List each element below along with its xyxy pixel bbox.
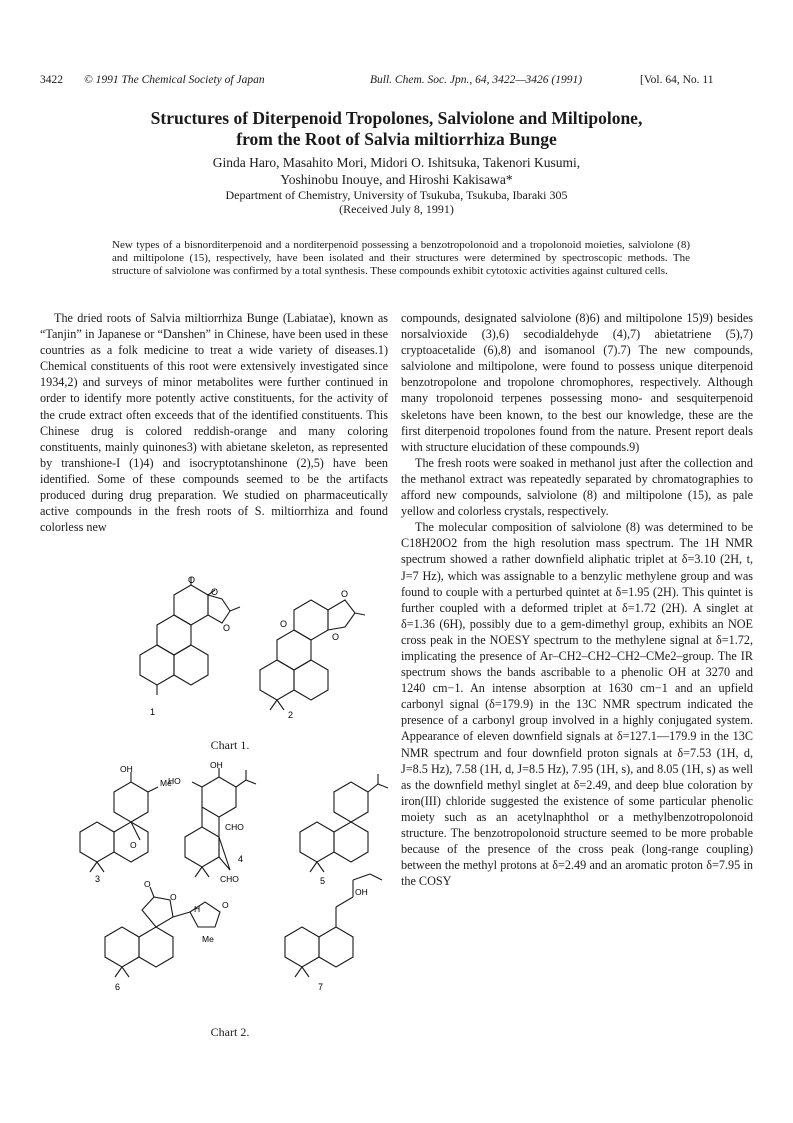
compound-label-2: 2 bbox=[288, 710, 294, 720]
compound-label-1: 1 bbox=[150, 707, 156, 717]
chart2-caption: Chart 2. bbox=[210, 1025, 250, 1039]
group-h-6: H bbox=[194, 904, 201, 914]
compound-label-3: 3 bbox=[95, 874, 101, 884]
left-column bbox=[40, 310, 388, 535]
group-ho-4: HO bbox=[168, 776, 181, 786]
compound-label-4: 4 bbox=[238, 854, 244, 864]
group-o-6b: O bbox=[170, 892, 177, 902]
compound-label-6: 6 bbox=[115, 982, 121, 992]
title-line-2: from the Root of Salvia miltiorrhiza Bunge bbox=[236, 129, 557, 149]
right-paragraph-1: compounds, designated salviolone (8)6) and miltipolone 15)9) besides norsalvioxide (3),6) secodialdehyde (4),7) abietatriene (5),7) cryptoacetalide (6),8) and isomanool (7).7) The new compounds, salviolone and miltipolone, were found to possess unique diterpenoid benzotropolone and tropolone chromophores, respectively. Although many tropolonoid terpenes possessing mono- and sesquiterpenoid skeletons have been known, to the best our knowledge, these are the first diterpenoid tropolones found from the nature. Present report deals with structure elucidation of these compounds.9) bbox=[401, 311, 753, 454]
compound-label-5: 5 bbox=[320, 876, 326, 886]
chart1-atom-2: O bbox=[211, 587, 219, 597]
volume-issue: [Vol. 64, No. 11 bbox=[640, 74, 714, 86]
chart1-atom-1: O bbox=[188, 575, 196, 585]
received-date: (Received July 8, 1991) bbox=[339, 202, 454, 216]
group-oh-4: OH bbox=[210, 762, 223, 770]
right-paragraph-2: The fresh roots were soaked in methanol just after the collection and the methanol extract was repeatedly separated by chromatographies to afford new compounds, salviolone (8) and miltipolone (15), as pale yellow and colorless crystals, respectively. bbox=[401, 455, 753, 519]
intro-paragraph: The dried roots of Salvia miltiorrhiza Bunge (Labiatae), known as “Tanjin” in Japanese or “Danshen” in Chinese, have been used in these countries as a folk medicine to treat a wide variety of diseases.1) Chemical constituents of this root were extensively investigated since 1934,2) and surveys of minor metabolites were further continued in order to identify more potently active constituents, for the activity of the crude extract often exceeds that of the identified constituents. This Chinese drug is colored reddish-orange and many coloring constituents, mainly quinones3) with abietane skeleton, as represented by transhione-I (1)4) and isocryptotanshinone (2),5) have been identified. Some of these compounds seemed to be the artifacts produced during drug preparation. We studied on pharmaceutically active compounds in the fresh roots of S. miltiorrhiza and found colorless new bbox=[40, 311, 388, 535]
right-column bbox=[401, 310, 753, 889]
chart1-atom-5: O bbox=[341, 589, 349, 599]
chart1-caption: Chart 1. bbox=[210, 738, 250, 752]
group-me-3: Me bbox=[160, 778, 172, 788]
abstract: New types of a bisnorditerpenoid and a norditerpenoid possessing a benzotropolonoid and a tropolonoid moieties, salviolone (8) and miltipolone (15), respectively, have been isolated and their structures were determined by spectroscopic methods. The structure of salviolone was confirmed by a total synthesis. These compounds exhibit cytotoxic activities against cultured cells. bbox=[112, 239, 690, 277]
group-oh-3: OH bbox=[120, 764, 133, 774]
page-number: 3422 bbox=[40, 74, 63, 86]
chart1-atom-3: O bbox=[223, 623, 231, 633]
chart2-structures bbox=[70, 762, 400, 1010]
compound-label-7: 7 bbox=[318, 982, 324, 992]
journal-citation: Bull. Chem. Soc. Jpn., 64, 3422—3426 (1991) bbox=[370, 74, 583, 86]
chart1-structures bbox=[110, 575, 370, 725]
chart1-atom-6: O bbox=[332, 632, 340, 642]
group-cho-4b: CHO bbox=[220, 874, 239, 884]
group-me-6: Me bbox=[202, 934, 214, 944]
affiliation: Department of Chemistry, University of Tsukuba, Tsukuba, Ibaraki 305 bbox=[225, 188, 568, 202]
chart1-atom-4: O bbox=[280, 619, 288, 629]
affiliation-block bbox=[40, 188, 753, 216]
group-cho-4a: CHO bbox=[225, 822, 244, 832]
article-title bbox=[40, 108, 753, 150]
right-paragraph-3: The molecular composition of salviolone (8) was determined to be C18H20O2 from the high resolution mass spectrum. The 1H NMR spectrum showed a rather downfield aliphatic triplet at δ=3.10 (2H, t, J=7 Hz), which was assignable to a benzylic methylene group and was found to couple with a perturbed quintet at δ=1.95 (2H). This quintet is further coupled with a deformed triplet at δ=1.72 (2H). A singlet at δ=1.36 (6H), possibly due to a gem-dimethyl group, exhibits an NOE cross peak in the NOESY spectrum to the methylene signal at δ=1.72, implicating the presence of Ar–CH2–CH2–CH2–CMe2–group. The IR spectrum shows the bands ascribable to a phenolic OH at 3270 and 1240 cm−1. An intense absorption at 1630 cm−1 and an upfield carbonyl signal (δ=179.9) in the 13C NMR spectrum indicated the presence of a carbonyl group involved in a highly conjugated system. Appearance of eleven downfield signals at δ=127.1—179.9 in the 13C NMR spectrum and four downfield proton signals at δ=7.53 (1H, d, J=8.5 Hz), 7.58 (1H, d, J=8.5 Hz), 7.95 (1H, s), and 8.05 (1H, s) as well as the downfield methyl singlet at δ=2.49, and deep blue coloration by iron(III) chloride suggested the existence of some particular phenolic moiety such as an acetylnaphthol or a methylbenzotropolonoid structure. The benzotropolonoid structure seemed to be more probable because of the presence of the cross peak (long-range coupling) between the methyl protons at δ=2.49 and an aromatic proton δ=7.95 in the COSY bbox=[401, 520, 753, 889]
title-line-1: Structures of Diterpenoid Tropolones, Salviolone and Miltipolone, bbox=[150, 108, 643, 128]
copyright-line: © 1991 The Chemical Society of Japan bbox=[84, 74, 265, 86]
group-oh-7: OH bbox=[355, 887, 368, 897]
group-o-6c: O bbox=[222, 900, 229, 910]
author-list bbox=[40, 154, 753, 188]
authors-line-2: Yoshinobu Inouye, and Hiroshi Kakisawa* bbox=[280, 172, 513, 187]
group-o-6a: O bbox=[144, 879, 151, 889]
authors-line-1: Ginda Haro, Masahito Mori, Midori O. Ishitsuka, Takenori Kusumi, bbox=[212, 155, 581, 170]
group-o-3: O bbox=[130, 840, 137, 850]
